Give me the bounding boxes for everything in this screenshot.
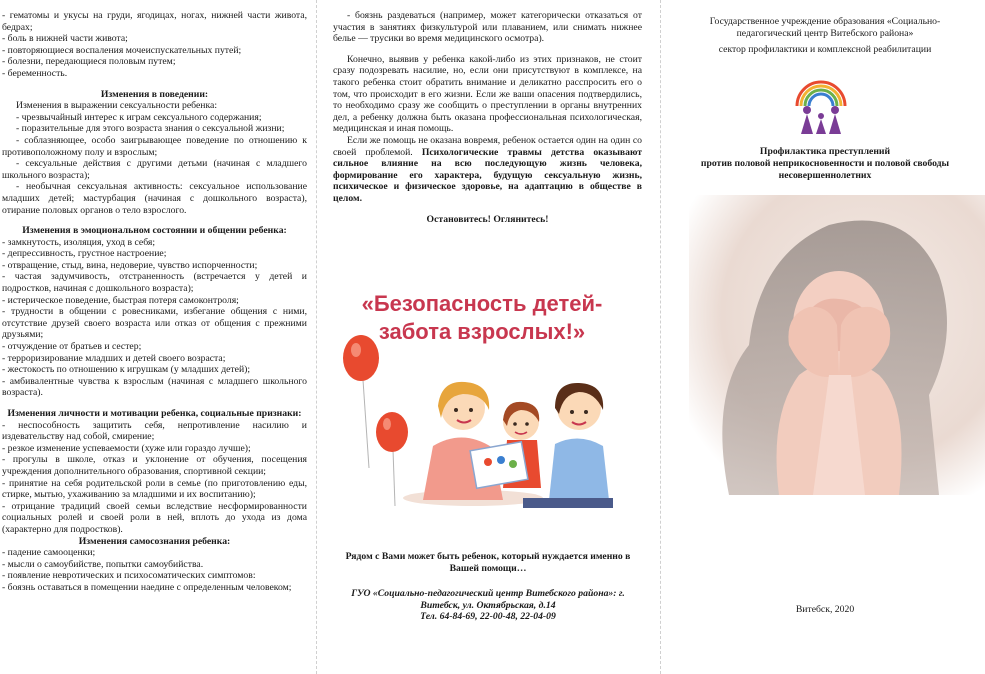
list-item: - падение самооценки;	[2, 547, 96, 559]
list-item: - появление невротических и психосоматических симптомов:	[2, 570, 256, 582]
balloon-red	[376, 412, 408, 452]
list-item: - мысли о самоубийстве, попытки самоубийства.	[2, 558, 204, 570]
list-item: - боль в нижней части живота;	[2, 33, 128, 45]
sector-name: сектор профилактики и комплексной реабилитации	[718, 44, 932, 55]
self-heading: Изменения самосознания ребенка:	[78, 535, 231, 547]
list-item: - отчуждение от братьев и сестер;	[2, 341, 142, 353]
consequences-bold: Психологические травмы детства оказывают сильное влияние на всю последующую жизнь человека, формирование его характера, будущую сексуальную жизнь, психическое и физическое здоровье, на адаптацию в обществе в целом.	[333, 146, 643, 204]
institution-name: Государственное учреждение образования «Социально-педагогический центр Витебского района»	[709, 16, 941, 39]
cover-title: Профилактика преступлений	[759, 146, 891, 157]
physical-signs-list	[2, 10, 307, 80]
balloon-red	[343, 335, 379, 381]
behavior-subheading: Изменения в выражении сексуальности ребенка:	[16, 100, 218, 112]
emotion-list	[2, 237, 307, 399]
list-item: - трудности в общении с ровесниками, избегание общения с ними, отсутствие друзей своего возраста или отказ от общения с прежними друзьями;	[2, 306, 307, 341]
list-item: - повторяющиеся воспаления мочеиспускательных путей;	[2, 44, 242, 56]
list-item: - жестокость по отношению к игрушкам (у младших детей);	[2, 364, 251, 376]
list-item: - боязнь раздеваться (например, может категорически отказаться от участия в занятиях физкультурой или плаванием, или снимать нижнее белье — трусики во время медицинского осмотра).	[333, 10, 642, 45]
rainbow-family-logo	[793, 76, 849, 138]
organization-address: ГУО «Социально-педагогический центр Витебского района»: г. Витебск, ул. Октябрьская, д.14	[351, 588, 625, 611]
list-item: - терроризирование младших и детей своего возраста;	[2, 352, 226, 364]
nearby-text: Рядом с Вами может быть ребенок, который нуждается именно в Вашей помощи…	[345, 551, 631, 574]
list-item: - беременность.	[2, 67, 68, 79]
paragraph-consequences	[333, 135, 642, 205]
list-item: - неспособность защитить себя, непротивление насилию и издевательству над собой, смирение;	[2, 419, 307, 443]
list-item: - депрессивность, грустное настроение;	[2, 248, 167, 260]
list-item: - отрицание традиций своей семьи вследствие несформированности социальных ролей и своей роли в ней, вплоть до ухода из дома (характерно для подростков).	[2, 500, 307, 535]
list-item: - прогулы в школе, отказ и уклонение от обучения, посещения учреждения дополнительного образования, спортивной секции;	[2, 454, 307, 477]
crying-child-photo	[689, 195, 985, 495]
list-item: - соблазняющее, особо заигрывающее поведение по отношению к противоположному полу и взрослым;	[2, 134, 307, 158]
slogan: «Безопасность детей-забота взрослых!»	[361, 291, 603, 344]
telephone: Тел. 64-84-69, 22-00-48, 22-04-09	[420, 611, 556, 623]
list-item: - отвращение, стыд, вина, недоверие, чувство испорченности;	[2, 259, 258, 271]
behavior-heading: Изменения в поведении:	[100, 88, 209, 100]
list-item: - чрезвычайный интерес к играм сексуального содержания;	[16, 111, 262, 123]
behavior-list	[2, 112, 307, 216]
paragraph-advice: Конечно, выявив у ребенка какой-либо из этих признаков, не стоит сразу подозревать насилие, но, если они присутствуют в комплексе, на такого ребенка стоит обратить внимание и деликатно расспросить его о том, что происходит в его жизни. Если же ваши опасения подтвердились, то необходимо сразу же сообщить о преступлении в органы внутренних дел, а ребенку должна быть оказана профессиональная психологическая, медицинская и иная помощь.	[333, 53, 642, 135]
list-item: - гематомы и укусы на груди, ягодицах, ногах, нижней части живота, бедрах;	[2, 10, 307, 33]
list-item: - сексуальные действия с другими детьми (начиная с младшего школьного возраста);	[2, 158, 307, 181]
cover-subtitle: против половой неприкосновенности и половой свободы несовершеннолетних	[700, 158, 950, 181]
personality-list	[2, 420, 307, 536]
stop-call: Остановитесь! Оглянитесь!	[426, 213, 549, 225]
list-item: - истерическое поведение, быстрая потеря самоконтроля;	[2, 294, 239, 306]
help-notice	[333, 551, 643, 623]
column-middle	[313, 0, 658, 674]
city-year: Витебск, 2020	[795, 604, 855, 615]
list-item: - необычная сексуальная активность: сексуальное использование младших детей; мастурбация (начиная с дошкольного возраста), отирание половых органов о тело взрослого.	[2, 181, 307, 216]
list-item: - принятие на себя родительской роли в семье (по приготовлению еды, стирке, мытью, ухаживанию за младшими и их воспитанию);	[2, 477, 307, 501]
self-list	[2, 547, 307, 593]
personality-heading: Изменения личности и мотивации ребенка, социальные признаки:	[7, 408, 302, 419]
column-cover	[665, 0, 985, 674]
fold-line	[660, 0, 662, 674]
list-item: - болезни, передающиеся половым путем;	[2, 56, 176, 68]
children-illustration	[323, 328, 643, 518]
list-item: - амбивалентные чувства к взрослым (начиная с младшего школьного возраста).	[2, 375, 307, 399]
list-item: - поразительные для этого возраста знания о сексуальной жизни;	[16, 123, 285, 135]
list-item: - резкое изменение успеваемости (хуже или гораздо лучше);	[2, 442, 251, 454]
list-item: - боязнь оставаться в помещении наедине с определенным человеком;	[2, 581, 292, 593]
column-left	[0, 0, 313, 674]
list-item: - замкнутость, изоляция, уход в себя;	[2, 236, 156, 248]
emotion-heading: Изменения в эмоциональном состоянии и общении ребенка:	[22, 225, 287, 237]
list-item: - частая задумчивость, отстраненность (встречается у детей и подростков, начиная с дошкольного возраста);	[2, 271, 307, 295]
consequences-plain: Если же помощь не оказана вовремя, ребенок остается один на один со своей проблемой.	[333, 134, 642, 158]
